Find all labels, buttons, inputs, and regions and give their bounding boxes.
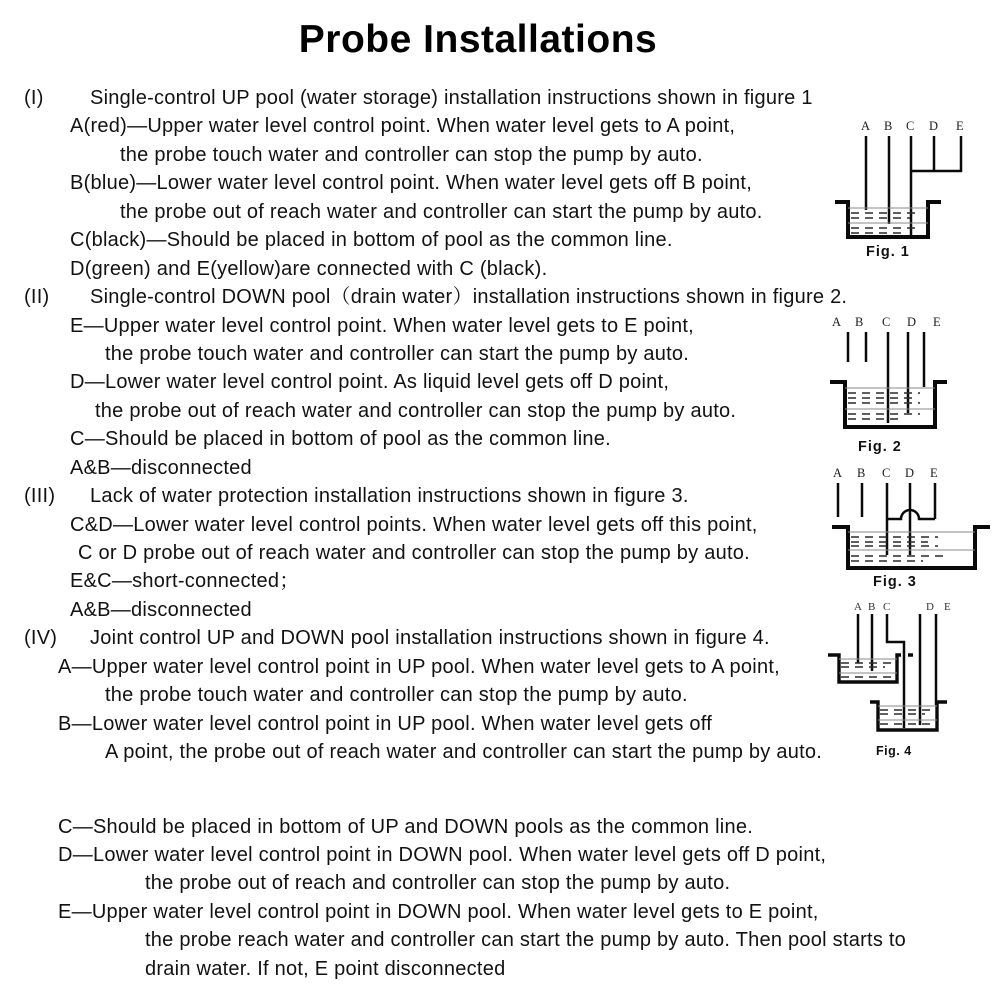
line-text: C(black)—Should be placed in bottom of pool as the common line. (70, 229, 673, 252)
fig2-probe-label-d: D (907, 315, 917, 329)
line-text: the probe reach water and controller can start the pump by auto. Then pool starts to (145, 929, 907, 952)
line-text: C&D—Lower water level control points. When water level gets off this point, (70, 513, 758, 536)
text-line (0, 898, 1000, 926)
page-title: Probe Installations (298, 18, 658, 61)
line-text: the probe touch water and controller can stop the pump by auto. (120, 143, 703, 166)
fig4-probe-label-b: B (868, 601, 876, 613)
fig2-probe-label-e: E (933, 315, 941, 329)
fig4-probe-label-c: C (883, 601, 891, 613)
fig1-caption: Fig. 1 (866, 244, 910, 260)
fig3-probe-label-d: D (905, 466, 915, 480)
fig4-probe-label-e: E (944, 601, 951, 613)
text-line (0, 813, 1000, 841)
line-text: Joint control UP and DOWN pool installation instructions shown in figure 4. (90, 627, 770, 650)
fig1-probe-label-e: E (956, 119, 964, 133)
fig3-probe-label-c: C (882, 466, 891, 480)
line-text: C—Should be placed in bottom of UP and DOWN pools as the common line. (58, 815, 754, 838)
fig3-probe-label-b: B (857, 466, 866, 480)
fig2-probe-label-b: B (855, 315, 864, 329)
line-text: C or D probe out of reach water and controller can stop the pump by auto. (78, 542, 750, 564)
text-line (0, 841, 1000, 869)
figure-3-diagram (828, 462, 995, 582)
line-text: E—Upper water level control point in DOWN pool. When water level gets to E point, (58, 900, 819, 923)
line-text: E—Upper water level control point. When water level gets to E point, (70, 314, 694, 337)
line-text: Single-control UP pool (water storage) installation instructions shown in figure 1 (90, 87, 813, 109)
line-text: A(red)—Upper water level control point. When water level gets to A point, (70, 115, 736, 138)
section-marker: (IV) (24, 627, 58, 650)
section-heading-line (0, 283, 1000, 311)
line-text: A point, the probe out of reach water and controller can start the pump by auto. (105, 741, 823, 764)
fig4-caption: Fig. 4 (876, 744, 912, 758)
line-text: drain water. If not, E point disconnected (145, 957, 506, 980)
line-text: A&B—disconnected (70, 598, 252, 621)
fig1-probe-label-a: A (861, 119, 871, 133)
figure-1-diagram (830, 116, 975, 248)
line-text: C—Should be placed in bottom of pool as the common line. (70, 428, 611, 451)
line-text: Single-control DOWN pool（drain water）installation instructions shown in figure 2. (90, 286, 848, 309)
section-marker: (III) (24, 485, 56, 508)
line-text: D(green) and E(yellow)are connected with C (black). (70, 257, 548, 280)
line-text: B—Lower water level control point in UP pool. When water level gets off (58, 712, 712, 735)
line-text: A&B—disconnected (70, 456, 252, 479)
line-text: the probe touch water and controller can start the pump by auto. (105, 342, 690, 365)
text-line (0, 255, 1000, 283)
fig2-probe-label-c: C (882, 315, 891, 329)
text-line (0, 738, 1000, 766)
text-line (0, 869, 1000, 897)
figure-2-diagram (825, 312, 995, 438)
line-text: the probe touch water and controller can stop the pump by auto. (105, 684, 688, 707)
line-text: D—Lower water level control point. As liquid level gets off D point, (70, 371, 670, 394)
line-text: A—Upper water level control point in UP pool. When water level gets to A point, (58, 655, 780, 678)
line-text: E&C—short-connected； (70, 570, 300, 593)
text-line (0, 926, 1000, 954)
text-line (0, 955, 1000, 983)
line-text: the probe out of reach water and controller can start the pump by auto. (120, 200, 763, 223)
figure-4-diagram (825, 598, 997, 740)
fig3-caption: Fig. 3 (873, 574, 917, 590)
fig2-probe-label-a: A (832, 315, 842, 329)
line-text: the probe out of reach and controller can stop the pump by auto. (145, 872, 731, 895)
line-text: D—Lower water level control point in DOWN pool. When water level gets off D point, (58, 843, 827, 866)
section-heading-line (0, 84, 1000, 112)
fig1-probe-label-d: D (929, 119, 939, 133)
section-marker: (I) (24, 87, 44, 109)
section-gap (0, 767, 1000, 813)
line-text: B(blue)—Lower water level control point. When water level gets off B point, (70, 172, 753, 195)
section-marker: (II) (24, 286, 50, 309)
fig3-probe-label-a: A (833, 466, 843, 480)
fig4-probe-label-a: A (854, 601, 862, 613)
fig1-probe-label-c: C (906, 119, 915, 133)
fig4-probe-label-d: D (926, 601, 934, 613)
fig1-probe-label-b: B (884, 119, 893, 133)
fig3-probe-label-e: E (930, 466, 938, 480)
line-text: the probe out of reach water and controller can stop the pump by auto. (95, 399, 737, 422)
line-text: Lack of water protection installation instructions shown in figure 3. (90, 485, 689, 508)
fig2-caption: Fig. 2 (858, 439, 902, 455)
